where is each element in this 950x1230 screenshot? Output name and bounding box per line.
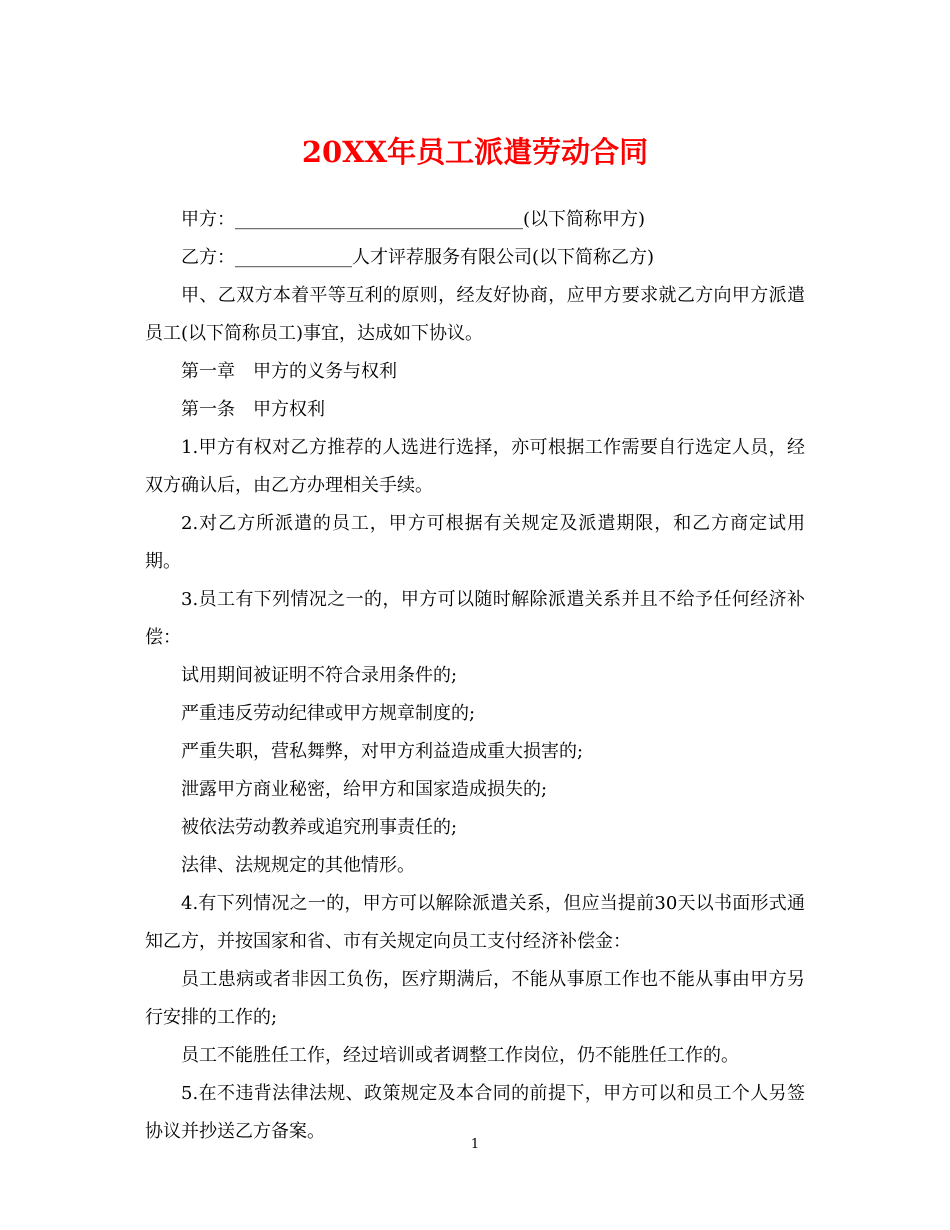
article-heading: 第一条 甲方权利 bbox=[181, 399, 325, 420]
document-title: 20XX年员工派遣劳动合同 bbox=[301, 135, 649, 169]
clause-3-item: 试用期间被证明不符合录用条件的; bbox=[181, 665, 458, 686]
clause-3-item: 法律、法规规定的其他情形。 bbox=[181, 855, 415, 876]
clause-1: 1.甲方有权对乙方推荐的人选进行选择，亦可根据工作需要自行选定人员，经双方确认后，由乙方办理相关手续。 bbox=[145, 437, 805, 496]
preamble-paragraph: 甲、乙双方本着平等互利的原则，经友好协商，应甲方要求就乙方向甲方派遣员工(以下简称员工)事宜，达成如下协议。 bbox=[145, 285, 805, 344]
page-number: 1 bbox=[470, 1137, 480, 1152]
clause-3-item: 严重违反劳动纪律或甲方规章制度的; bbox=[181, 703, 476, 724]
clause-3-item: 被依法劳动教养或追究刑事责任的; bbox=[181, 817, 458, 838]
party-b-line: 乙方：_____________人才评荐服务有限公司(以下简称乙方) bbox=[181, 247, 655, 268]
clause-4: 4.有下列情况之一的，甲方可以解除派遣关系，但应当提前30天以书面形式通知乙方，并按国家和省、市有关规定向员工支付经济补偿金： bbox=[145, 893, 805, 952]
clause-5: 5.在不违背法律法规、政策规定及本合同的前提下，甲方可以和员工个人另签协议并抄送乙方备案。 bbox=[145, 1083, 805, 1142]
clause-2: 2.对乙方所派遣的员工，甲方可根据有关规定及派遣期限，和乙方商定试用期。 bbox=[145, 513, 805, 572]
clause-4-item: 员工患病或者非因工负伤，医疗期满后，不能从事原工作也不能从事由甲方另行安排的工作的; bbox=[145, 969, 805, 1028]
clause-3: 3.员工有下列情况之一的，甲方可以随时解除派遣关系并且不给予任何经济补偿： bbox=[145, 589, 805, 648]
clause-3-item: 泄露甲方商业秘密，给甲方和国家造成损失的; bbox=[181, 779, 548, 800]
clause-4-item: 员工不能胜任工作，经过培训或者调整工作岗位，仍不能胜任工作的。 bbox=[181, 1045, 739, 1066]
clause-3-item: 严重失职，营私舞弊，对甲方利益造成重大损害的; bbox=[181, 741, 584, 762]
document-body bbox=[145, 201, 805, 1151]
chapter-heading: 第一章 甲方的义务与权利 bbox=[181, 361, 397, 382]
party-a-line: 甲方：________________________________(以下简称甲方) bbox=[181, 209, 646, 230]
